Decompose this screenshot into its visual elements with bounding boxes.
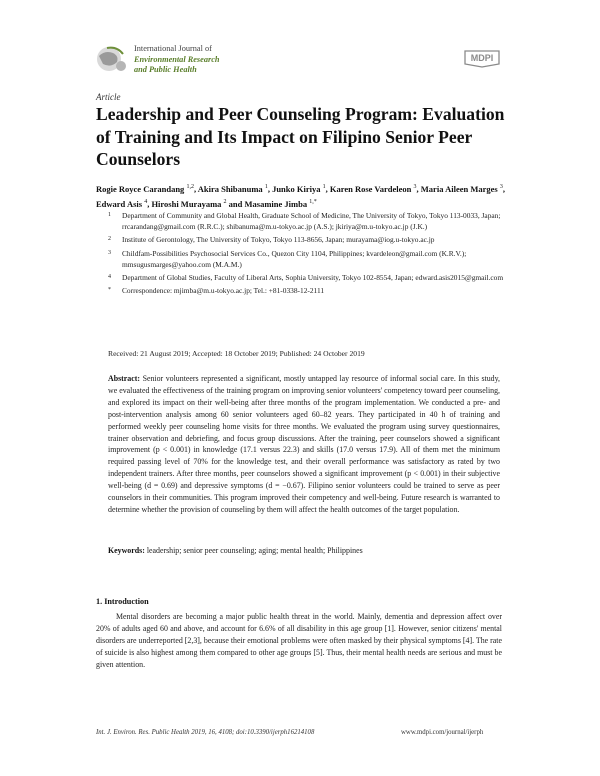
affiliation-text: Correspondence: mjimba@m.u-tokyo.ac.jp; Tel.: +81-0338-12-2111 <box>122 286 325 296</box>
author-name: Hiroshi Murayama <box>151 198 222 209</box>
mdpi-logo <box>461 48 503 68</box>
author-list: Rogie Royce Carandang $^{1,2}$, Akira Shibanuma $^1$, Junko Kiriya $^1$, Karen Rose Vardeleon $^3$, Maria Aileen Marges $^3$, Edward Asis $^4$, Hiroshi Murayama $^2$ and Masamine Jimba $^{1,*}$ <box>96 183 505 209</box>
affiliation-number: 2 <box>108 236 111 243</box>
author <box>198 184 268 194</box>
author-affiliation-marker: 2 <box>223 198 227 205</box>
author-affiliation-marker: 1 <box>264 184 268 190</box>
affiliation-text: Department of Global Studies, Faculty of Liberal Arts, Sophia University, Tokyo 102-8554, Japan; edward.asis2015@gmail.com <box>122 273 504 283</box>
keywords-label: Keywords: <box>108 546 145 555</box>
author-name: Edward Asis <box>96 198 143 209</box>
author <box>421 184 503 194</box>
article-type: Article <box>96 92 121 102</box>
globe-icon <box>93 44 131 74</box>
affiliation-number: 3 <box>108 249 111 256</box>
journal-name <box>134 44 220 76</box>
author-name: Masamine Jimba <box>244 198 308 209</box>
author <box>245 199 317 209</box>
author-affiliation-marker: 1,2 <box>186 184 194 190</box>
affiliation-text: Institute of Gerontology, The University of Tokyo, Tokyo 113-8656, Japan; murayama@iog.u-tokyo.ac.jp <box>122 235 435 245</box>
affiliation-text: Childfam-Possibilities Psychosocial Services Co., Quezon City 1104, Philippines; kvardeleon@gmail.com (K.R.V.); mmsugusmarges@yahoo.com (M.A.M.) <box>122 248 467 269</box>
keywords-text: leadership; senior peer counseling; aging; mental health; Philippines <box>146 546 363 555</box>
author-name: Karen Rose Vardeleon <box>329 183 412 194</box>
intro-paragraph: Mental disorders are becoming a major public health threat in the world. Mainly, dementia and depression affect over 20% of adults aged 60 and above, and account for 6.6% of all disability in this age group [1]. However, senior citizens' mental disorders are underreported [2,3], because their emotional problems were often masked by their physical symptoms [4]. The rate of suicide is also highest among them compared to other age groups [5]. Thus, their mental health needs are serious and must be given attention. <box>96 612 502 669</box>
author <box>96 199 147 209</box>
footer-citation: Int. J. Environ. Res. Public Health 2019, 16, 4108; doi:10.3390/ijerph16214108 <box>96 729 315 736</box>
affiliation-number: * <box>108 287 111 294</box>
abstract-label: Abstract: <box>108 374 140 383</box>
affiliation-text: Department of Community and Global Health, Graduate School of Medicine, The University of Tokyo, Tokyo 113-0033, Japan; rrcarandang@gmail.com (R.R.C.); shibanuma@m.u-tokyo.ac.jp (A.S.); jkiriya@m.u-tokyo.ac.jp (J.K.) <box>122 211 501 232</box>
author-affiliation-marker: 4 <box>144 198 148 205</box>
author <box>96 184 194 194</box>
author-name: Junko Kiriya <box>272 183 321 194</box>
affiliation <box>108 272 508 283</box>
journal-name-line3: and Public Health <box>134 65 197 74</box>
abstract-text: Senior volunteers represented a significant, mostly untapped lay resource of informal social care. In this study, we evaluated the effectiveness of the training program on improving senior volunteers' competency toward peer counseling, and explored its impact on their well-being after three months of the program implementation. We conducted a pre- and post-intervention analysis among 60 senior volunteers aged 60–82 years. They participated in 40 h of training and performed weekly peer counseling home visits for three months. We evaluated the program using survey questionnaires, trainer observation and debriefing, and focus group discussions. After the training, peer counselors showed a significant improvement (p < 0.001) in knowledge (17.1 versus 22.3) and skills (17.0 versus 17.9). All of them met the minimum required passing level of 70% for the knowledge test, and their overall performance was satisfactory as rated by two independent trainers. After three months, peer counselors showed a significant improvement (p < 0.001) in their subjective well-being (d = 0.69) and depressive symptoms (d = −0.67). Filipino senior volunteers could be trained to serve as peer counselors in their communities. This program improved their competency and well-being. Future research is warranted to determine whether the provision of counseling by them will affect the health outcomes of the target population. <box>108 374 500 514</box>
keywords <box>108 545 500 557</box>
affiliation-number: 1 <box>108 212 111 218</box>
author-name: Akira Shibanuma <box>197 183 263 194</box>
affiliation <box>108 210 508 232</box>
author-name: Maria Aileen Marges <box>420 183 498 194</box>
author <box>330 184 417 194</box>
journal-name-line2: Environmental Research <box>134 54 220 64</box>
author-affiliation-marker: 3 <box>413 184 417 190</box>
section-title: 1. Introduction <box>96 597 149 606</box>
journal-name-line1: International Journal of <box>134 44 212 53</box>
affiliation-number: 4 <box>108 274 111 281</box>
author-name: Rogie Royce Carandang <box>96 183 185 194</box>
publisher-name: MDPI <box>470 53 494 63</box>
author <box>151 199 226 209</box>
footer-url[interactable]: www.mdpi.com/journal/ijerph <box>401 729 484 736</box>
author <box>272 184 326 194</box>
affiliation <box>108 285 508 296</box>
affiliation-list <box>108 210 508 298</box>
paper-title: Leadership and Peer Counseling Program: Evaluation of Training and Its Impact on Filipino Senior Peer Counselors <box>96 104 505 169</box>
author-affiliation-marker: 3 <box>499 184 503 190</box>
affiliation <box>108 248 508 270</box>
affiliation <box>108 234 508 245</box>
publication-dates: Received: 21 August 2019; Accepted: 18 October 2019; Published: 24 October 2019 <box>108 349 365 358</box>
author-affiliation-marker: 1 <box>322 184 326 190</box>
author-affiliation-marker: 1,* <box>309 198 317 205</box>
abstract <box>108 373 500 516</box>
journal-logo <box>93 44 131 74</box>
